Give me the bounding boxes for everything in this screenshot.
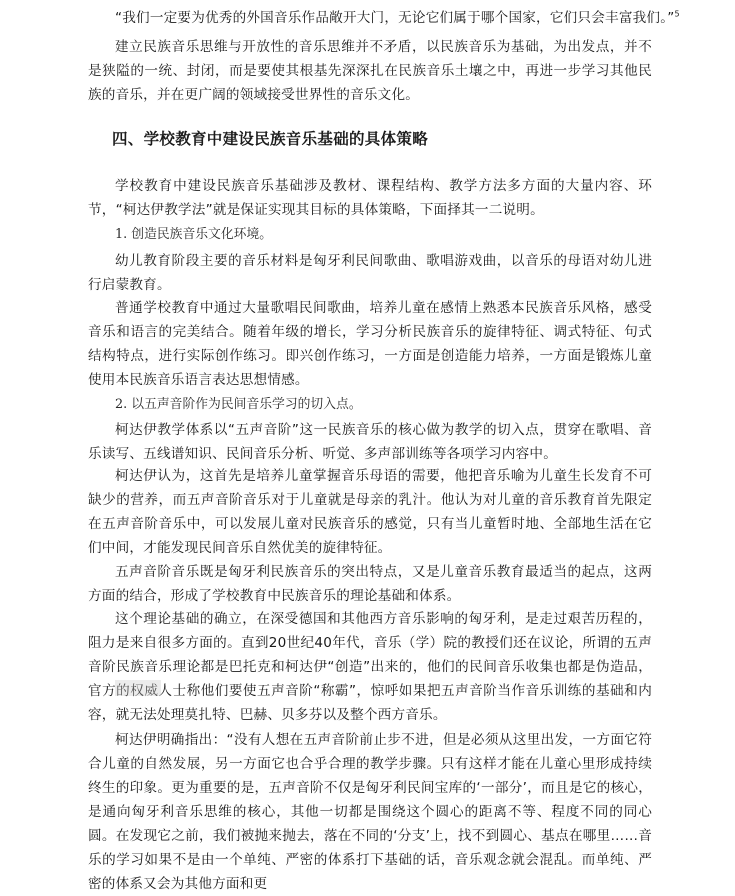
paragraph-early-education: 幼儿教育阶段主要的音乐材料是匈牙利民间歌曲、歌唱游戏曲，以音乐的母语对幼儿进行启蒙教育。 xyxy=(88,253,652,293)
paragraph-kodaly-quote: 柯达伊明确指出：“没有人想在五声音阶前止步不进，但是必须从这里出发，一方面它符合儿童的自然发展，另一方面它也合乎合理的教学步骤。只有这样才能在儿童心里形成持续终生的印象。更为重要的是，五声音阶不仅是匈牙利民间宝库的‘一部分’，而且是它的核心，是通向匈牙利音乐思维的核心，其他一切都是围绕这个圆心的距离不等、程度不同的同心圆。在发现它之前，我们被抛来抛去，落在不同的‘分支’上，找不到圆心、基点在哪里……音乐的学习如果不是由一个单纯、严密的体系打下基础的话，音乐观念就会混乱。而单纯、严密的体系又会为其他方面和更 xyxy=(88,732,652,892)
subheading-pentatonic: 2. 以五声音阶作为民间音乐学习的切入点。 xyxy=(115,397,362,412)
paragraph-foundation: 五声音阶音乐既是匈牙利民族音乐的突出特点，又是儿童音乐教育最适当的起点，这两方面的结合，形成了学校教育中民族音乐的理论基础和体系。 xyxy=(88,564,652,604)
section-heading: 四、学校教育中建设民族音乐基础的具体策略 xyxy=(112,130,429,148)
paragraph-kodaly-system: 柯达伊教学体系以“五声音阶”这一民族音乐的核心做为教学的切入点，贯穿在歌唱、音乐读写、五线谱知识、民间音乐分析、听觉、多声部训练等各项学习内容中。 xyxy=(88,422,652,462)
quote-text: “我们一定要为优秀的外国音乐作品敞开大门，无论它们属于哪个国家，它们只会丰富我们。” xyxy=(115,10,675,26)
footnote-marker[interactable]: 5 xyxy=(674,9,680,19)
watermark-overlay xyxy=(115,680,161,696)
paragraph-kodaly-view: 柯达伊认为，这首先是培养儿童掌握音乐母语的需要，他把音乐喻为儿童生长发育不可缺少的营养，而五声音阶音乐对于儿童就是母亲的乳汁。他认为对儿童的音乐教育首先限定在五声音阶音乐中，可以发展儿童对民族音乐的感觉，只有当儿童暂时地、全部地生活在它们中间，才能发现民间音乐自然优美的旋律特征。 xyxy=(88,468,652,556)
subheading-environment: 1. 创造民族音乐文化环境。 xyxy=(115,227,273,242)
paragraph-open-thinking: 建立民族音乐思维与开放性的音乐思维并不矛盾，以民族音乐为基础，为出发点，并不是狭隘的一统、封闭，而是要使其根基先深深扎在民族音乐土壤之中，再进一步学习其他民族的音乐，并在更广阔的领域接受世界性的音乐文化。 xyxy=(88,39,652,103)
paragraph-history: 这个理论基础的确立，在深受德国和其他西方音乐影响的匈牙利，是走过艰苦历程的，阻力是来自很多方面的。直到20世纪40年代，音乐（学）院的教授们还在议论，所谓的五声音阶民族音乐理论都是巴托克和柯达伊“创造”出来的，他们的民间音乐收集也都是伪造品，官方的权威人士称他们要使五声音阶“称霸”，惊呼如果把五声音阶当作音乐训练的基础和内容，就无法处理莫扎特、巴赫、贝多芬以及整个西方音乐。 xyxy=(88,611,652,723)
paragraph-strategy-intro: 学校教育中建设民族音乐基础涉及教材、课程结构、教学方法多方面的大量内容、环节，“柯达伊教学法”就是保证实现其目标的具体策略，下面择其一二说明。 xyxy=(88,178,652,218)
quote-paragraph xyxy=(88,6,688,30)
paragraph-school-education: 普通学校教育中通过大量歌唱民间歌曲，培养儿童在感情上熟悉本民族音乐风格，感受音乐和语言的完美结合。随着年级的增长，学习分析民族音乐的旋律特征、调式特征、句式结构特点，进行实际创作练习。即兴创作练习，一方面是创造能力培养，一方面是锻炼儿童使用本民族音乐语言表达思想情感。 xyxy=(88,300,652,388)
